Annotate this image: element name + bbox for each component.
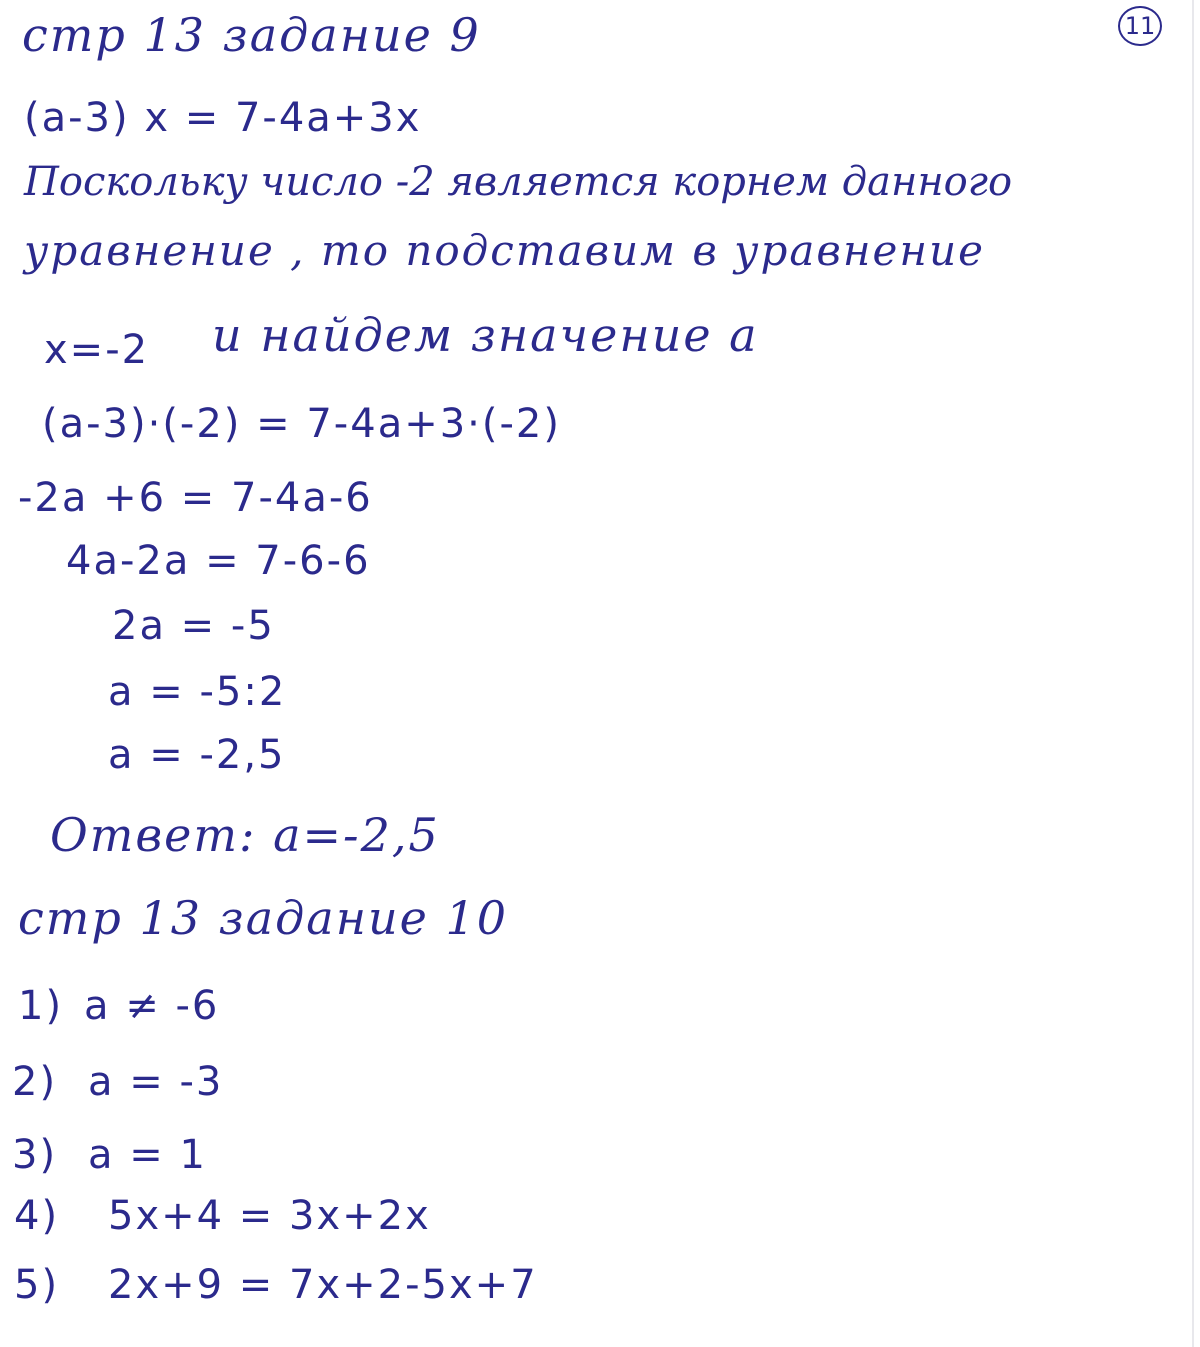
task9-step-2: -2a +6 = 7-4a-6: [18, 475, 373, 521]
task9-step-5: a = -5:2: [108, 669, 287, 715]
task9-step-4: 2a = -5: [112, 603, 275, 649]
task10-item-3: a = 1: [88, 1132, 207, 1178]
task10-item-1-num: 1): [18, 983, 64, 1029]
task10-item-4-num: 4): [14, 1193, 60, 1239]
task10-item-4: 5x+4 = 3x+2x: [108, 1193, 431, 1239]
task10-item-5-num: 5): [14, 1262, 60, 1308]
task9-step-1: (a-3)·(-2) = 7-4a+3·(-2): [42, 401, 561, 447]
task9-step-3: 4a-2a = 7-6-6: [66, 538, 371, 584]
task9-heading: стр 13 задание 9: [22, 8, 481, 62]
task9-step-6: a = -2,5: [108, 732, 286, 778]
page-number: 11: [1118, 6, 1162, 46]
task10-item-3-num: 3): [12, 1132, 58, 1178]
task9-x-value: x=-2: [44, 327, 150, 373]
task10-item-5: 2x+9 = 7x+2-5x+7: [108, 1262, 538, 1308]
task10-item-1: a ≠ -6: [84, 983, 220, 1029]
task10-item-2: a = -3: [88, 1059, 224, 1105]
task9-answer: Ответ: a=-2,5: [50, 808, 440, 862]
task9-equation: (a-3) x = 7-4a+3x: [24, 95, 422, 141]
page-edge: [1192, 0, 1194, 1347]
task10-heading: стр 13 задание 10: [18, 891, 509, 945]
task9-text-line2: уравнение , то подставим в уравнение: [24, 226, 985, 275]
task10-item-2-num: 2): [12, 1059, 58, 1105]
task9-text-line3: и найдем значение a: [212, 308, 759, 362]
task9-text-line1: Поскольку число -2 является корнем данного: [24, 159, 1013, 205]
